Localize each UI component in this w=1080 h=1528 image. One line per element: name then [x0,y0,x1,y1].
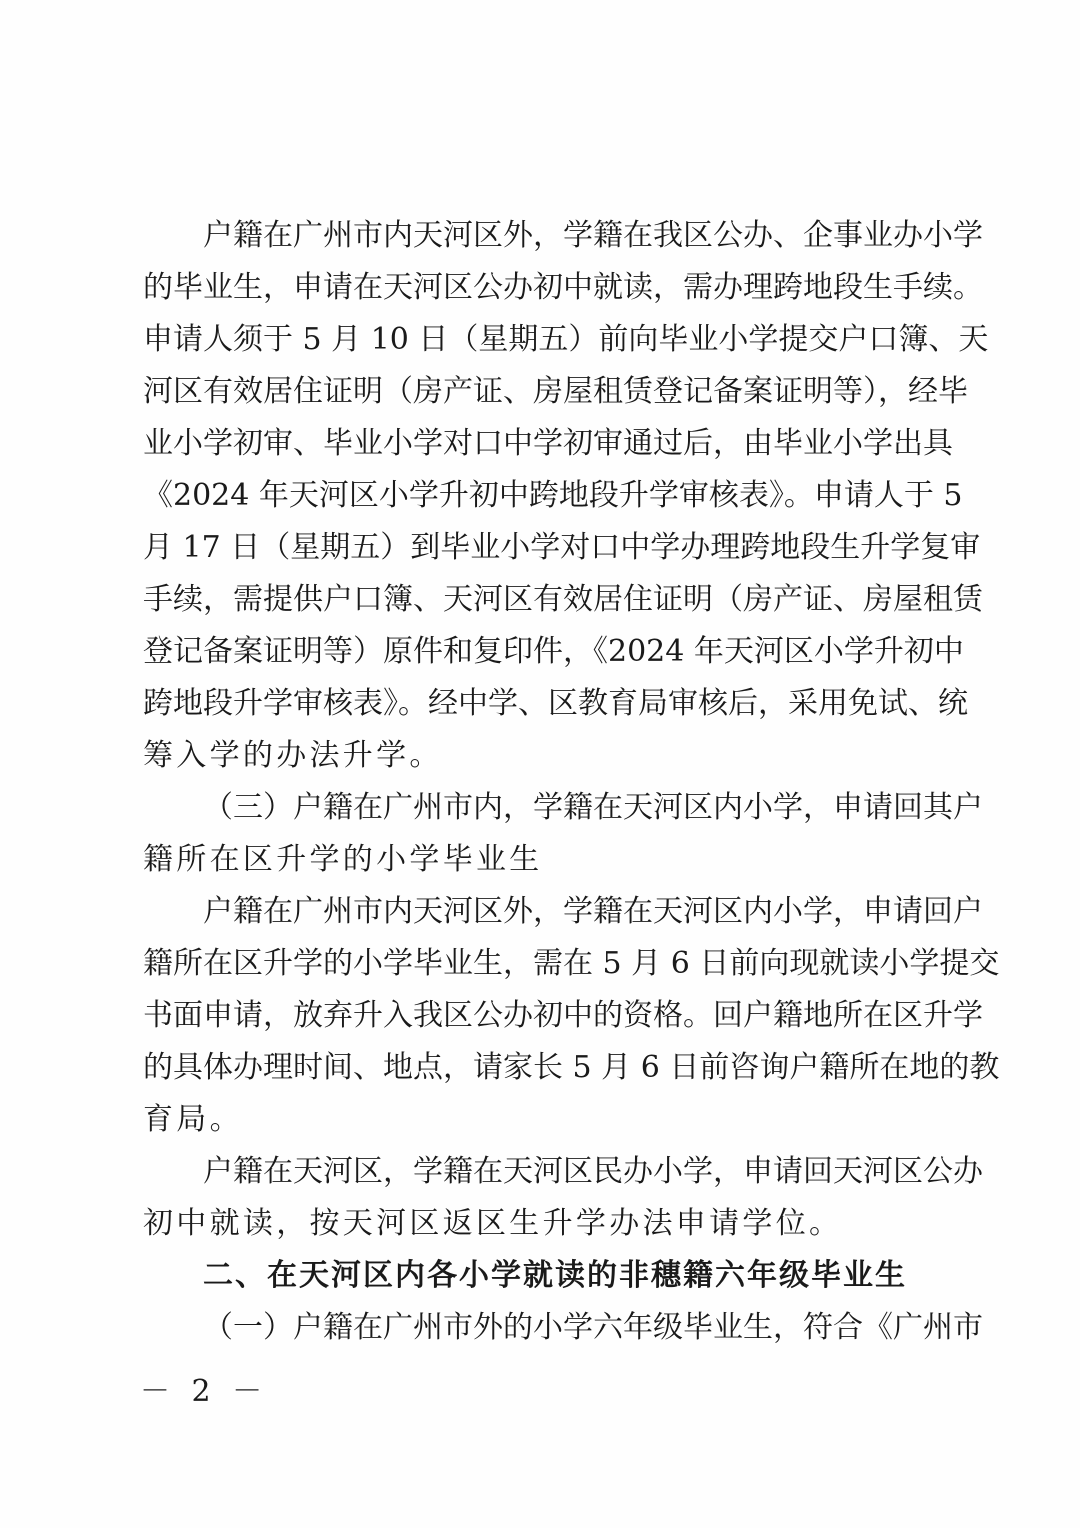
section-heading-line: 籍所在区升学的小学毕业生 [143,842,543,877]
paragraph-line: 的具体办理时间、地点，请家长 5 月 6 日前咨询户籍所在地的教 [143,1050,1000,1085]
paragraph-line: 手续，需提供户口簿、天河区有效居住证明（房产证、房屋租赁 [143,582,983,617]
paragraph-line: 跨地段升学审核表》。经中学、区教育局审核后，采用免试、统 [143,686,968,721]
paragraph-line: 申请人须于 5 月 10 日（星期五）前向毕业小学提交户口簿、天 [143,322,989,357]
section-title: 二、在天河区内各小学就读的非穗籍六年级毕业生 [203,1258,907,1293]
paragraph-line: 的毕业生，申请在天河区公办初中就读，需办理跨地段生手续。 [143,270,983,305]
section-heading-line: （三）户籍在广州市内，学籍在天河区内小学，申请回其户 [203,790,983,825]
paragraph-line: 登记备案证明等）原件和复印件，《2024 年天河区小学升初中 [143,634,964,669]
paragraph-line: 籍所在区升学的小学毕业生，需在 5 月 6 日前向现就读小学提交 [143,946,1000,981]
paragraph-line: 月 17 日（星期五）到毕业小学对口中学办理跨地段生升学复审 [143,530,981,565]
page-number: － 2 － [140,1374,269,1409]
paragraph-line: 筹入学的办法升学。 [143,738,443,773]
paragraph-line: （一）户籍在广州市外的小学六年级毕业生，符合《广州市 [203,1310,983,1345]
paragraph-line: 户籍在天河区，学籍在天河区民办小学，申请回天河区公办 [203,1154,983,1189]
paragraph-line: 业小学初审、毕业小学对口中学初审通过后，由毕业小学出具 [143,426,953,461]
paragraph-line: 初中就读，按天河区返区生升学办法申请学位。 [143,1206,843,1241]
paragraph-line: 河区有效居住证明（房产证、房屋租赁登记备案证明等），经毕 [143,374,968,409]
paragraph-line: 户籍在广州市内天河区外，学籍在天河区内小学，申请回户 [203,894,983,929]
paragraph-line: 育局。 [143,1102,243,1137]
paragraph-line: 《2024 年天河区小学升初中跨地段升学审核表》。申请人于 5 [143,478,963,513]
paragraph-line: 户籍在广州市内天河区外，学籍在我区公办、企事业办小学 [203,218,983,253]
paragraph-line: 书面申请，放弃升入我区公办初中的资格。回户籍地所在区升学 [143,998,983,1033]
